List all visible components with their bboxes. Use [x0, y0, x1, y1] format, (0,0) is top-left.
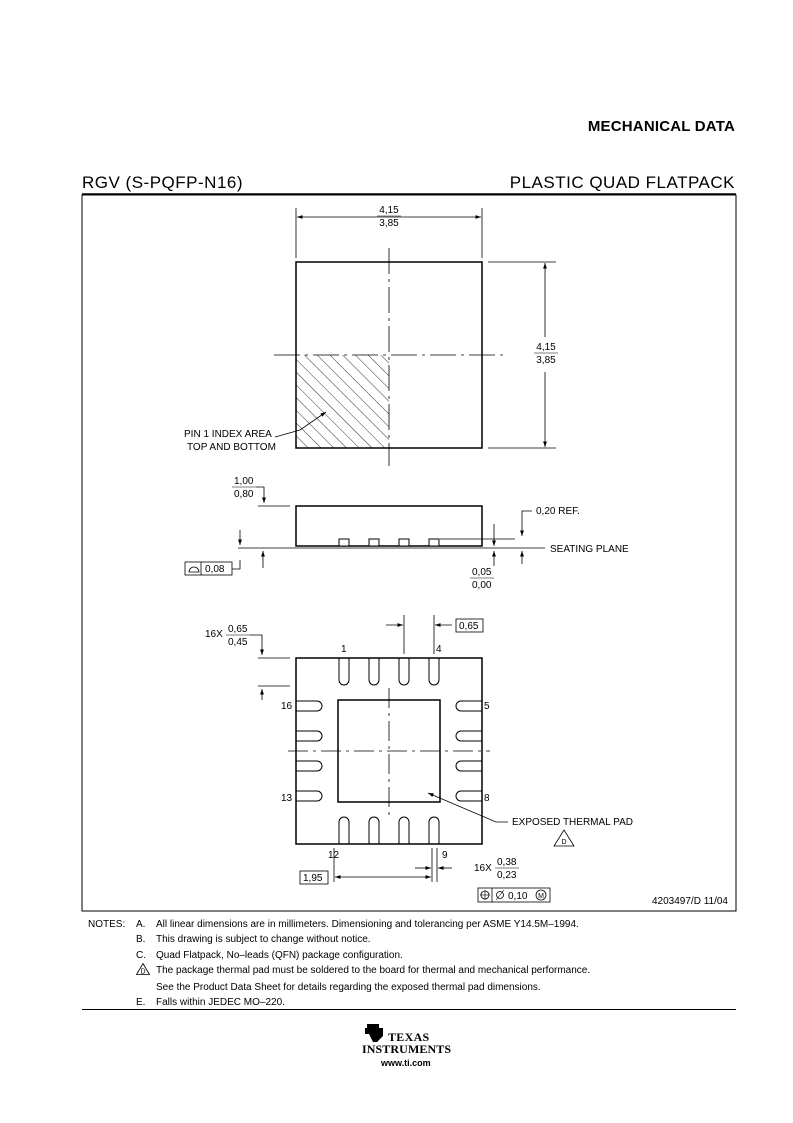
lead-count-2: 16X [474, 863, 492, 874]
pad-15 [296, 731, 322, 741]
pin-label-8: 8 [484, 793, 490, 804]
pad-14 [296, 761, 322, 771]
side-height-min: 0,80 [234, 489, 254, 500]
thermal-pad-label: EXPOSED THERMAL PAD [512, 817, 633, 828]
company-url[interactable]: www.ti.com [381, 1058, 431, 1068]
note-key [136, 980, 156, 995]
package-code: RGV (S-PQFP-N16) [82, 173, 244, 192]
lead-width-min: 0,23 [497, 870, 517, 881]
note-key: A. [136, 919, 146, 930]
note-text: Quad Flatpack, No–leads (QFN) package configuration. [156, 949, 403, 961]
note-row [88, 932, 590, 947]
standoff-min: 0,00 [472, 580, 492, 591]
note-row [88, 948, 590, 963]
note-text: Falls within JEDEC MO–220. [156, 997, 285, 1009]
top-height-max: 4,15 [536, 342, 556, 353]
pin-label-12: 12 [328, 850, 340, 861]
footer-rule [82, 1009, 736, 1010]
lead-len-min: 0,45 [228, 637, 248, 648]
pin1-index-area [296, 355, 389, 448]
note-key-triangle [136, 963, 156, 980]
pad-4 [429, 658, 439, 685]
note-text: All linear dimensions are in millimeters. Dimensioning and tolerancing per ASME Y14.5M–1994. [156, 919, 579, 930]
side-outline [296, 506, 482, 546]
notes-heading: NOTES: [88, 919, 126, 930]
standoff-max: 0,05 [472, 567, 492, 578]
pad-6 [456, 731, 482, 741]
note-row [88, 963, 590, 980]
note-text: See the Product Data Sheet for details regarding the exposed thermal pad dimensions. [156, 982, 541, 994]
pitch-value: 0,65 [459, 621, 479, 632]
top-width-max: 4,15 [379, 205, 399, 216]
pad-8 [456, 791, 482, 801]
modifier-letter: M [538, 893, 544, 900]
pad-7 [456, 761, 482, 771]
pad-11 [369, 817, 379, 844]
seating-plane-label: SEATING PLANE [550, 544, 629, 555]
side-height-max: 1,00 [234, 476, 254, 487]
company-name-line2: INSTRUMENTS [362, 1042, 452, 1056]
pin1-label-2: TOP AND BOTTOM [187, 442, 276, 453]
pad-10 [399, 817, 409, 844]
note-row [88, 917, 590, 932]
lead-width-max: 0,38 [497, 857, 517, 868]
lead-count-1: 16X [205, 629, 223, 640]
pad-13 [296, 791, 322, 801]
pad-16 [296, 701, 322, 711]
notes-section [88, 917, 590, 1011]
note-text: The package thermal pad must be soldered to the board for thermal and mechanical performance. [156, 964, 591, 976]
note-text: This drawing is subject to change without notice. [156, 934, 371, 946]
pad-1 [339, 658, 349, 685]
top-view [184, 205, 558, 466]
note-d-triangle-icon [136, 963, 150, 975]
pin-label-16: 16 [281, 701, 293, 712]
pad-2 [369, 658, 379, 685]
note-ref-letter: D [561, 839, 567, 846]
pin-label-13: 13 [281, 793, 293, 804]
pin-label-9: 9 [442, 850, 448, 861]
drawing-number: 4203497/D 11/04 [652, 896, 728, 907]
package-name: PLASTIC QUAD FLATPACK [509, 173, 735, 192]
note-row [88, 980, 590, 995]
pad-5 [456, 701, 482, 711]
side-view [185, 476, 629, 591]
pin-label-5: 5 [484, 701, 490, 712]
note-key: B. [136, 934, 146, 946]
section-title: MECHANICAL DATA [587, 118, 735, 135]
top-height-min: 3,85 [536, 355, 556, 366]
pad-9 [429, 817, 439, 844]
note-key: C. [136, 949, 146, 961]
lead-len-max: 0,65 [228, 624, 248, 635]
note-d-letter: D [140, 968, 146, 975]
drawing-frame [82, 195, 736, 911]
flatness-value: 0,08 [205, 564, 225, 575]
pin1-label-1: PIN 1 INDEX AREA [184, 429, 272, 440]
company-name-line1: TEXAS [388, 1030, 430, 1044]
ref-dimension: 0,20 REF. [536, 506, 580, 517]
pin-label-4: 4 [436, 644, 442, 655]
position-tol-value: 0,10 [508, 891, 528, 902]
top-width-min: 3,85 [379, 218, 399, 229]
pad-12 [339, 817, 349, 844]
bottom-view [205, 615, 633, 902]
pad-3 [399, 658, 409, 685]
span-value: 1,95 [303, 873, 323, 884]
flatness-icon [189, 567, 199, 572]
pin-label-1: 1 [341, 644, 347, 655]
note-key: E. [136, 997, 146, 1009]
